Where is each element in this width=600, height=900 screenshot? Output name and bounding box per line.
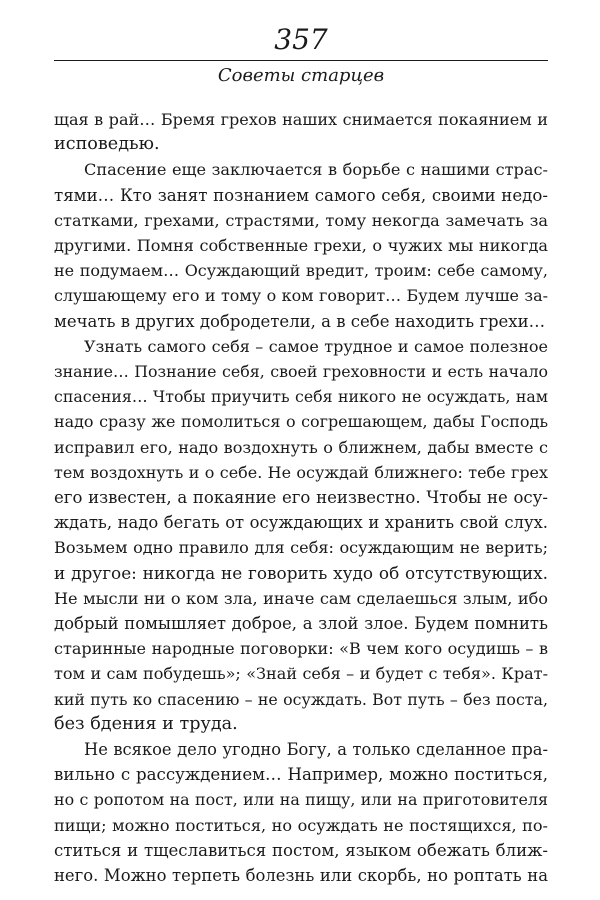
text-line: добрый помышляет доброе, а злой злое. Будем помнить	[54, 614, 548, 634]
text-line: ститься и тщеславиться постом, языком обежать ближ-	[54, 840, 548, 860]
text-line: кий путь ко спасению – не осуждать. Вот путь – без поста,	[54, 689, 548, 709]
text-line: Не всякое дело угодно Богу, а только сделанное пра-	[84, 740, 548, 760]
text-line: мечать в других добродетели, а в себе находить грехи…	[54, 311, 546, 331]
text-line: не подумаем… Осуждающий вредит, троим: себе самому,	[54, 261, 548, 281]
body-text	[54, 107, 548, 888]
text-line: вильно с рассуждением… Например, можно поститься,	[54, 765, 548, 785]
text-line: другими. Помня собственные грехи, о чужих мы никогда	[54, 236, 548, 256]
text-line: знание… Познание себя, своей греховности и есть начало	[54, 362, 548, 382]
header-rule	[54, 60, 548, 61]
book-page	[54, 22, 548, 888]
text-line: том и сам побудешь»; «Знай себя – и будет с тебя». Крат-	[54, 664, 548, 684]
text-line: Узнать самого себя – самое трудное и самое полезное	[84, 336, 548, 356]
running-title: Советы старцев	[217, 65, 385, 86]
text-line: Спасение еще заключается в борьбе с нашими страс-	[84, 160, 548, 180]
text-line: старинные народные поговорки: «В чем кого осудишь – в	[54, 639, 548, 659]
text-line: щая в рай… Бремя грехов наших снимается покаянием и	[54, 110, 548, 129]
text-line: но с ропотом на пост, или на пищу, или на приготовителя	[54, 790, 548, 810]
text-line: надо сразу же помолиться о согрешающем, дабы Господь	[54, 412, 548, 432]
text-line: ждать, надо бегать от осуждающих и хранить свой слух.	[54, 513, 548, 533]
text-line: исповедью.	[54, 134, 160, 155]
text-line: тем воздохнуть и о себе. Не осуждай ближнего: тебе грех	[54, 462, 548, 482]
text-line: пищи; можно поститься, но осуждать не постящихся, по-	[54, 815, 548, 835]
text-line: его известен, а покаяние его неизвестно. Чтобы не осу-	[54, 488, 548, 508]
text-line: тями… Кто занят познанием самого себя, своими недо-	[54, 185, 548, 205]
text-line: без бдения и труда.	[54, 713, 238, 734]
text-line: слушающему его и тому о ком говорит… Будем лучше за-	[54, 286, 548, 306]
text-line: и другое: никогда не говорить худо об отсутствующих.	[54, 562, 548, 583]
text-line: исправил его, надо воздохнуть о ближнем, дабы вместе с	[54, 437, 548, 457]
text-line: Возьмем одно правило для себя: осуждающим не верить;	[54, 538, 548, 558]
text-line: Не мысли ни о ком зла, иначе сам сделаешься злым, ибо	[54, 588, 548, 608]
text-line: статками, грехами, страстями, тому некогда замечать за	[54, 210, 548, 230]
page-number: 357	[274, 23, 328, 56]
text-line: него. Можно терпеть болезнь или скорбь, но роптать на	[54, 866, 548, 886]
text-line: спасения… Чтобы приучить себя никого не осуждать, нам	[54, 387, 548, 407]
